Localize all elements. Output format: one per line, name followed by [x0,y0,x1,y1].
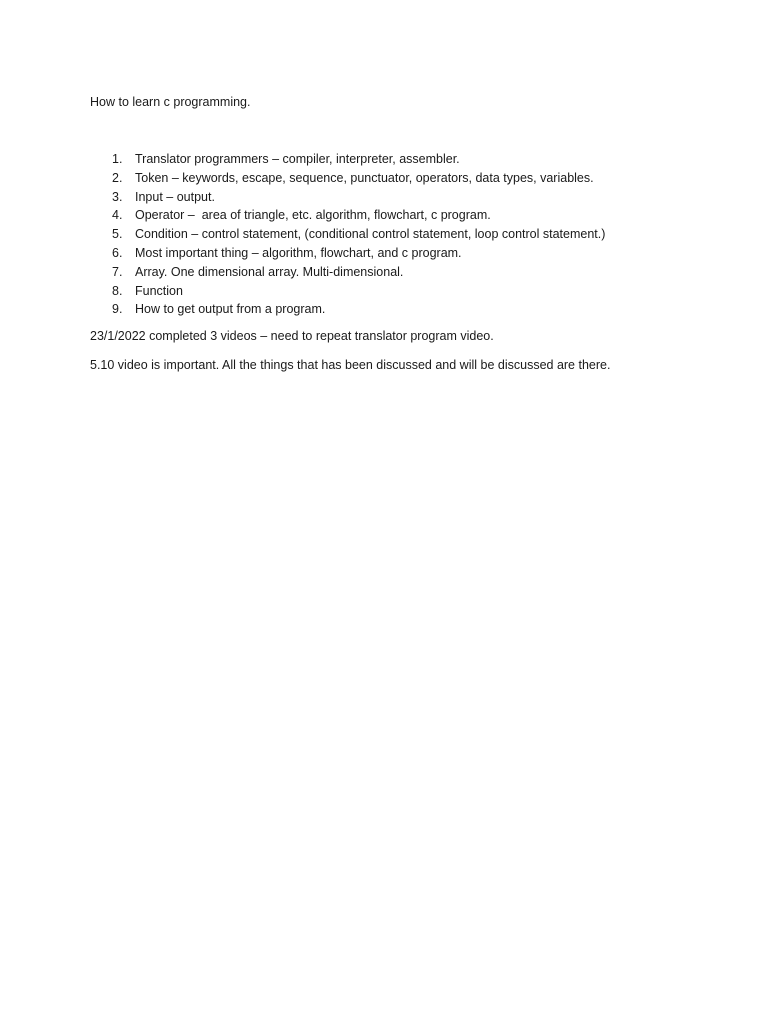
list-item-text: How to get output from a program. [135,302,326,317]
numbered-list [90,150,710,319]
list-item [90,282,710,301]
list-item-text: Condition – control statement, (conditional control statement, loop control statement.) [135,227,606,242]
list-item-number: 7. [112,264,123,279]
list-item-text: Input – output. [135,189,215,204]
list-item [90,206,710,225]
document-title: How to learn c programming. [90,95,251,109]
list-item-text: Translator programmers – compiler, interpreter, assembler. [135,152,460,166]
list-item-text: Token – keywords, escape, sequence, punctuator, operators, data types, variables. [135,170,594,185]
list-item [90,300,710,319]
progress-note: 23/1/2022 completed 3 videos – need to repeat translator program video. [90,329,494,344]
list-item-number: 1. [112,152,123,166]
list-item-number: 2. [112,170,123,185]
list-item [90,244,710,263]
importance-note: 5.10 video is important. All the things that has been discussed and will be discussed are there. [90,358,611,373]
list-item-number: 4. [112,208,123,223]
document-body [90,93,710,374]
list-item [90,263,710,282]
list-item-text: Array. One dimensional array. Multi-dimensional. [135,264,404,279]
list-item-number: 9. [112,302,123,317]
list-item-number: 3. [112,189,123,204]
list-item-text: Operator – area of triangle, etc. algorithm, flowchart, c program. [135,208,491,223]
list-item-number: 8. [112,283,123,298]
list-item-text: Most important thing – algorithm, flowchart, and c program. [135,245,462,260]
list-item-number: 6. [112,245,123,260]
list-item [90,225,710,244]
list-item-text: Function [135,283,183,298]
list-item [90,188,710,207]
list-item [90,169,710,188]
list-item [90,150,710,169]
list-item-number: 5. [112,227,123,242]
